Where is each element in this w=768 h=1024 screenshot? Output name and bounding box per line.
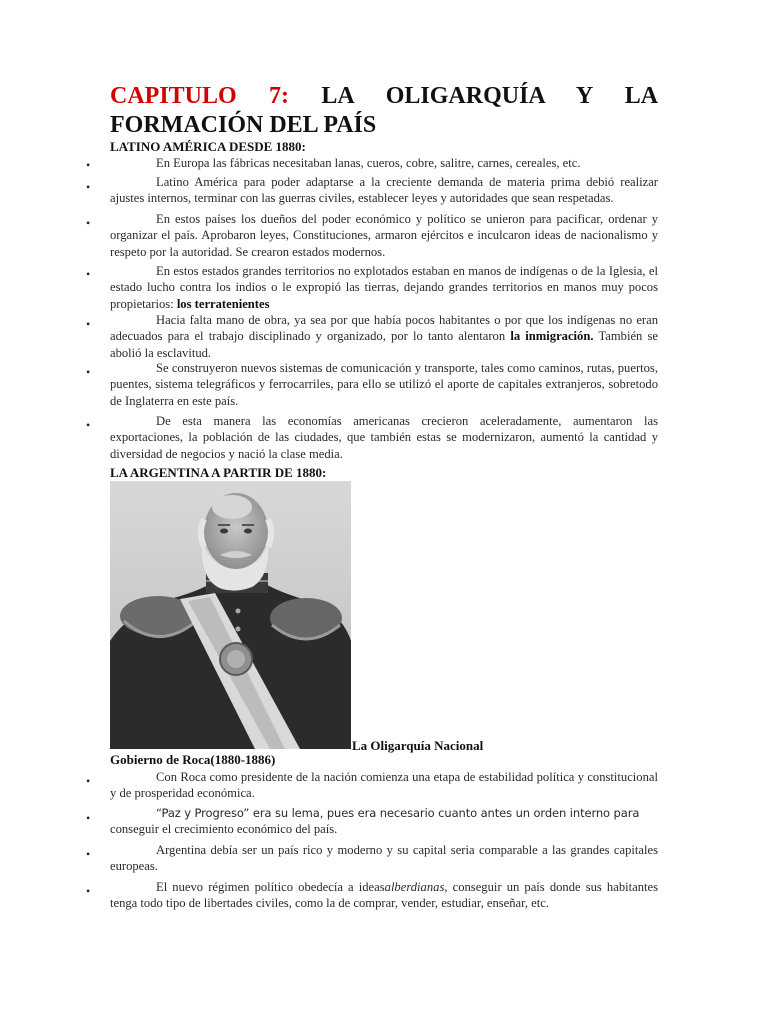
- bullet: •: [86, 267, 91, 281]
- paragraph-5-tail: También se abolió la esclavitud.: [110, 329, 658, 360]
- paragraph-4: [110, 263, 658, 312]
- inmigracion-bold: la inmigración.: [510, 329, 594, 344]
- paragraph-roca-4-text: El nuevo régimen político obedecía a ideas: [156, 880, 385, 894]
- portrait-illustration: [110, 481, 351, 749]
- bullet: •: [86, 365, 91, 379]
- paragraph-roca-2-line2: conseguir el crecimiento económico del país.: [110, 822, 338, 837]
- bullet: •: [86, 811, 91, 825]
- paragraph-roca-4: [110, 879, 658, 912]
- title-word: Y: [575, 83, 593, 109]
- paragraph-roca-4-tail: , conseguir un país donde sus habitantes tenga todo tipo de libertades civiles, como la de comprar, vender, estudiar, enseñar, etc.: [110, 880, 658, 911]
- section-heading-latin-america: LATINO AMÉRICA DESDE 1880:: [110, 139, 306, 154]
- paragraph-1: En Europa las fábricas necesitaban lanas, cueros, cobre, salitre, carnes, cereales, etc.: [156, 156, 581, 170]
- paragraph-roca-3: Argentina debía ser un país rico y moderno y su capital seria comparable a las grandes capitales europeas.: [110, 843, 658, 874]
- bullet: •: [86, 180, 91, 194]
- paragraph-5: [110, 312, 658, 361]
- paragraph-3: En estos países los dueños del poder económico y político se unieron para pacificar, ordenar y organizar el país. Aprobaron leyes, Constituciones, armaron ejércitos e inculcaron ideas de nacionalismo y respeto por la autoridad. Se crearon estados modernos.: [110, 212, 658, 259]
- paragraph-2: Latino América para poder adaptarse a la creciente demanda de materia prima debió realizar ajustes internos, terminar con las guerras civiles, establecer leyes y autoridades que sean respetadas.: [110, 175, 658, 206]
- chapter-number: 7:: [269, 83, 290, 109]
- title-word: OLIGARQUÍA: [385, 83, 545, 109]
- paz-progreso-text: “Paz y Progreso” era su lema, pues era necesario cuanto antes un orden interno para: [156, 806, 640, 820]
- bullet: •: [86, 847, 91, 861]
- paragraph-roca-1: Con Roca como presidente de la nación comienza una etapa de estabilidad política y constitucional y de prosperidad económica.: [110, 770, 658, 801]
- chapter-title: [110, 82, 658, 110]
- paragraph-6: Se construyeron nuevos sistemas de comunicación y transporte, tales como caminos, rutas, puertos, puentes, sistema telegráficos y ferrocarriles, para ello se utilizó el aporte de capitales extranjeros, sobretodo de Inglaterra en este país.: [110, 361, 658, 408]
- roca-government-heading: Gobierno de Roca(1880-1886): [110, 752, 276, 767]
- bullet: •: [86, 158, 91, 172]
- chapter-label: CAPITULO: [110, 83, 237, 109]
- bullet: •: [86, 317, 91, 331]
- paragraph-roca-2: [110, 805, 658, 838]
- chapter-title-line2: FORMACIÓN DEL PAÍS: [110, 112, 377, 138]
- title-word: LA: [624, 83, 659, 109]
- bullet: •: [86, 216, 91, 230]
- bullet: •: [86, 774, 91, 788]
- title-word: LA: [321, 83, 354, 109]
- terratenientes-bold: los terratenientes: [176, 296, 270, 311]
- portrait-image: [110, 481, 351, 749]
- bullet: •: [86, 418, 91, 432]
- section-heading-argentina: LA ARGENTINA A PARTIR DE 1880:: [110, 465, 327, 480]
- alberdianas-italic: alberdianas: [384, 880, 445, 894]
- portrait-caption: La Oligarquía Nacional: [352, 738, 484, 753]
- paragraph-5-text: Hacia falta mano de obra, ya sea por que había pocos habitantes o por que los indígenas no eran adecuados para el trabajo disciplinado y organizado, por lo tanto alentaron: [110, 313, 658, 344]
- paragraph-7: De esta manera las economías americanas crecieron aceleradamente, aumentaron las exportaciones, la población de las ciudades, que también estas se modernizaron, aumentó la cantidad y diversidad de negocios y nació la clase media.: [110, 414, 658, 461]
- bullet: •: [86, 884, 91, 898]
- paragraph-4-text: En estos estados grandes territorios no explotados estaban en manos de indígenas o de la Iglesia, el estado lucho contra los indios o le expropió las tierras, dejando grandes territorios en manos muy pocos propietarios:: [110, 264, 658, 311]
